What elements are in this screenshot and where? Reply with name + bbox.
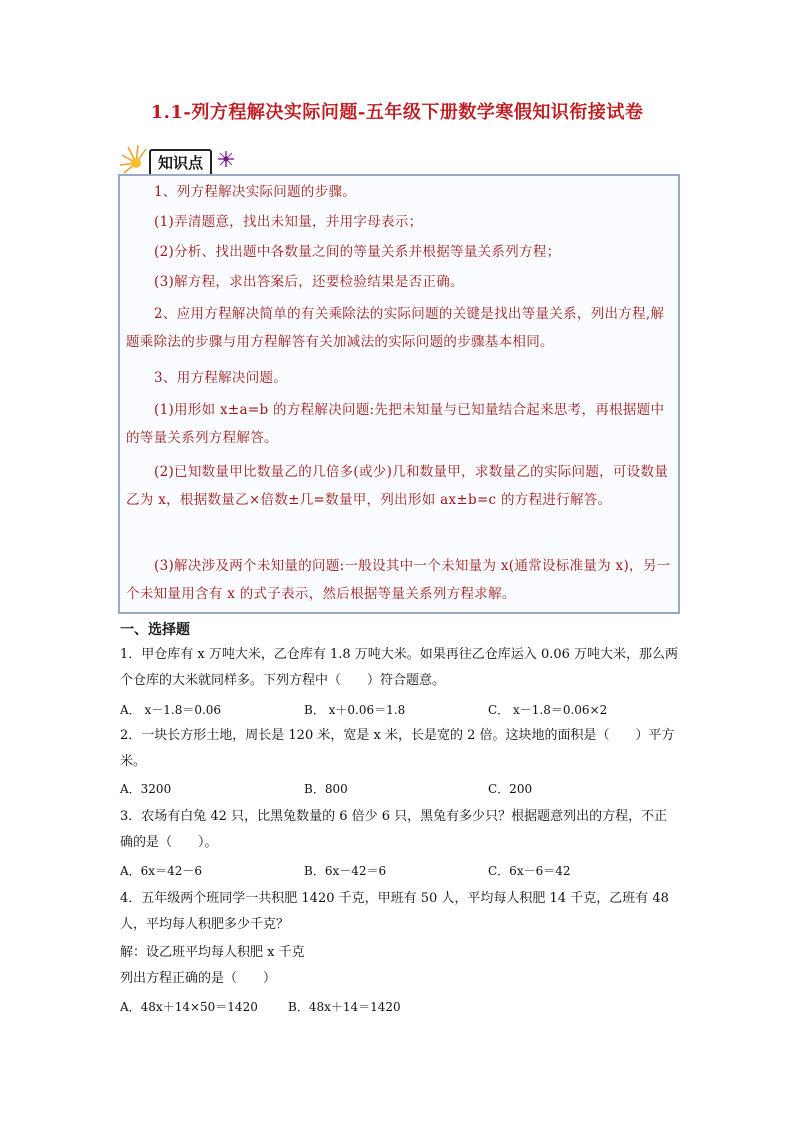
option-b: B．6x－42＝6 [304, 864, 387, 878]
question-text: 1．甲仓库有 x 万吨大米，乙仓库有 1.8 万吨大米。如果再往乙仓库运入 0.06 万吨大米，那么两个仓库的大米就同样多。下列方程中（ ）符合题意。 [120, 647, 679, 688]
knowledge-paragraph: 3、用方程解决问题。 [154, 370, 288, 386]
option-c: C． x－1.8＝0.06×2 [488, 703, 608, 717]
question-text: 2．一块长方形土地，周长是 120 米，宽是 x 米，长是宽的 2 倍。这块地的面积是（ ）平方米。 [120, 728, 675, 769]
knowledge-paragraph: (3)解方程，求出答案后，还要检验结果是否正确。 [154, 274, 464, 290]
knowledge-paragraph: (2)分析、找出题中各数量之间的等量关系并根据等量关系列方程； [154, 244, 561, 260]
knowledge-paragraph: (1)弄清题意，找出未知量，并用字母表示； [154, 214, 423, 230]
knowledge-box [118, 174, 680, 614]
option-a: A． x－1.8＝0.06 [120, 703, 222, 717]
knowledge-paragraph: 2、应用方程解决简单的有关乘除法的实际问题的关键是找出等量关系，列出方程,解题乘除法的步骤与用方程解答有关加减法的实际问题的步骤基本相同。 [126, 306, 665, 350]
option-b: B．800 [304, 782, 348, 796]
option-b: B． x＋0.06＝1.8 [304, 703, 406, 717]
question-text: 4．五年级两个班同学一共积肥 1420 千克，甲班有 50 人，平均每人积肥 14 千克，乙班有 48 人，平均每人积肥多少千克？ [120, 891, 669, 932]
question-options [120, 697, 680, 723]
knowledge-paragraph: (3)解决涉及两个未知量的问题:一般设其中一个未知量为 x(通常设标准量为 x)，另一个未知量用含有 x 的式子表示，然后根据等量关系列方程求解。 [126, 558, 671, 602]
knowledge-paragraph: 1、列方程解决实际问题的步骤。 [154, 184, 357, 200]
option-c: C．200 [488, 782, 533, 796]
question-text: 3．农场有白兔 42 只，比黑兔数量的 6 倍少 6 只，黑兔有多少只？根据题意列出的方程，不正确的是（ ）。 [120, 809, 668, 850]
option-b: B．48x＋14＝1420 [288, 1000, 401, 1014]
section-heading: 一、选择题 [120, 622, 190, 638]
question-line: 解：设乙班平均每人积肥 x 千克 [120, 945, 305, 960]
option-a: A．48x＋14×50＝1420 [120, 1000, 258, 1014]
option-a: A．6x＝42－6 [120, 864, 202, 878]
option-c: C．6x－6＝42 [488, 864, 571, 878]
question-options [120, 858, 680, 884]
knowledge-paragraph: (1)用形如 x±a=b 的方程解决问题:先把未知量与已知量结合起来思考，再根据题中的等量关系列方程解答。 [126, 402, 665, 446]
knowledge-label: 知识点 [149, 149, 212, 175]
knowledge-paragraph: (2)已知数量甲比数量乙的几倍多(或少)几和数量甲，求数量乙的实际问题，可设数量乙为 x，根据数量乙×倍数±几=数量甲，列出形如 ax±b=c 的方程进行解答。 [126, 464, 669, 508]
question-options [120, 776, 680, 802]
page-title: 1.1-列方程解决实际问题-五年级下册数学寒假知识衔接试卷 [150, 102, 644, 123]
option-a: A．3200 [120, 782, 172, 796]
question-line: 列出方程正确的是（ ） [120, 971, 277, 986]
question-options [120, 994, 680, 1020]
